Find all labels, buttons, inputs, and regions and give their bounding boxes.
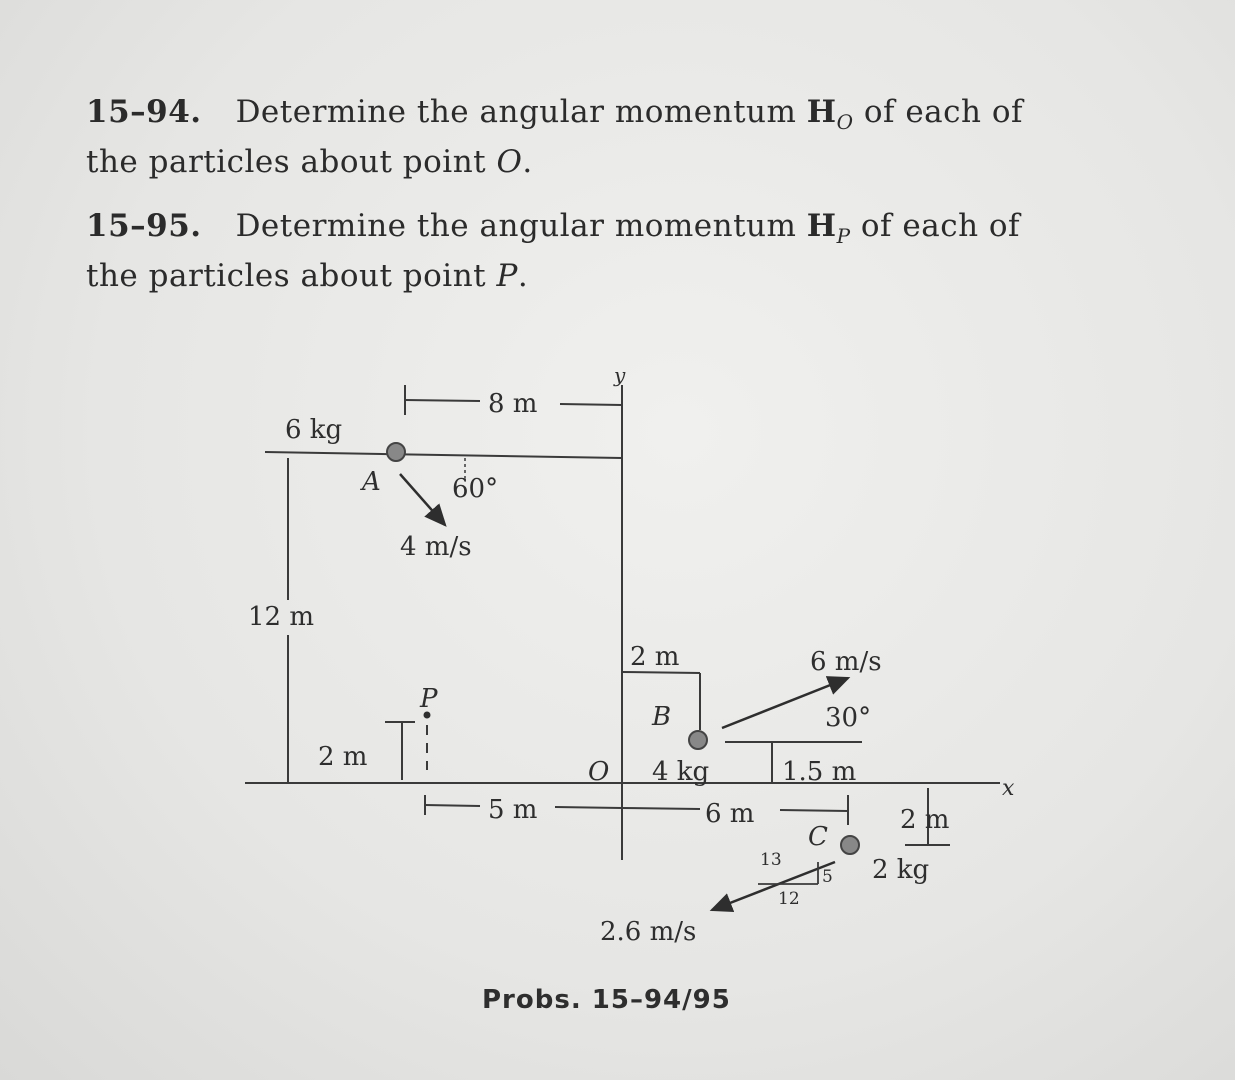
particle-b-angle: 30° <box>825 703 872 733</box>
b-dim-1-5m-label: 1.5 m <box>782 757 857 787</box>
problem-period: . <box>522 144 533 181</box>
axes <box>245 385 1000 860</box>
reference-point: O <box>496 144 523 181</box>
particle-c-label: C <box>808 822 828 852</box>
problem-text-end: of each of <box>853 94 1023 130</box>
momentum-symbol: H <box>806 94 837 130</box>
p-dim-5m-label: 5 m <box>488 795 538 825</box>
particle-a-mass: 6 kg <box>285 415 343 445</box>
particle-a-label: A <box>362 467 381 497</box>
c-dim-2m-label: 2 m <box>900 805 950 835</box>
point-p-label: P <box>420 684 438 714</box>
c-slope-run: 12 <box>778 889 800 909</box>
a-dim-8m-line-right <box>560 404 622 405</box>
a-dim-8m-line-left <box>405 400 480 401</box>
particle-a-speed: 4 m/s <box>400 532 472 562</box>
c-slope-hyp: 13 <box>760 850 782 870</box>
figure-caption: Probs. 15–94/95 <box>482 985 731 1015</box>
momentum-symbol: H <box>806 208 837 244</box>
c-dim-6m-line-right <box>780 810 848 811</box>
p-dim-5m-line-right <box>555 807 622 808</box>
particle-a-velocity-arrow <box>400 474 445 525</box>
particle-b-mass: 4 kg <box>652 757 710 787</box>
c-slope-rise: 5 <box>822 867 833 887</box>
a-dim-8m-label: 8 m <box>488 389 538 419</box>
a-dim-12m-label: 12 m <box>248 602 315 632</box>
p-dim-2m-label: 2 m <box>318 742 368 772</box>
reference-point: P <box>496 258 518 295</box>
particle-a-angle: 60° <box>452 474 499 504</box>
point-p-group <box>318 684 622 825</box>
c-dim-6m-line-left <box>622 808 700 809</box>
momentum-subscript: O <box>836 110 854 135</box>
problem-text: Determine the angular momentum <box>235 94 807 130</box>
a-horizontal-ref <box>265 452 622 458</box>
particle-a <box>387 443 405 461</box>
b-dim-2m-line <box>622 672 700 673</box>
problem-text-line2: the particles about point <box>86 258 497 295</box>
p-dim-5m-line-left <box>425 805 480 806</box>
particle-a-group <box>248 385 622 783</box>
particle-b-label: B <box>652 702 672 732</box>
problem-number: 15–95. <box>86 208 202 244</box>
y-axis-label: y <box>614 363 626 387</box>
problem-number: 15–94. <box>86 94 202 130</box>
particle-b-speed: 6 m/s <box>810 647 882 677</box>
particle-c-mass: 2 kg <box>872 855 930 885</box>
origin-label: O <box>588 757 610 787</box>
problem-period: . <box>517 258 529 295</box>
particle-b <box>689 731 707 749</box>
momentum-subscript: P <box>836 224 851 249</box>
particle-c-speed: 2.6 m/s <box>600 917 697 947</box>
problem-text: Determine the angular momentum <box>235 208 807 244</box>
particle-b-group <box>622 642 882 787</box>
problem-text-line2: the particles about point <box>86 144 497 181</box>
particle-c <box>841 836 859 854</box>
b-dim-2m-label: 2 m <box>630 642 680 672</box>
c-dim-6m-label: 6 m <box>705 799 755 829</box>
problem-text-end: of each of <box>850 208 1021 244</box>
x-axis-label: x <box>1002 776 1015 801</box>
particle-c-group <box>600 788 950 947</box>
